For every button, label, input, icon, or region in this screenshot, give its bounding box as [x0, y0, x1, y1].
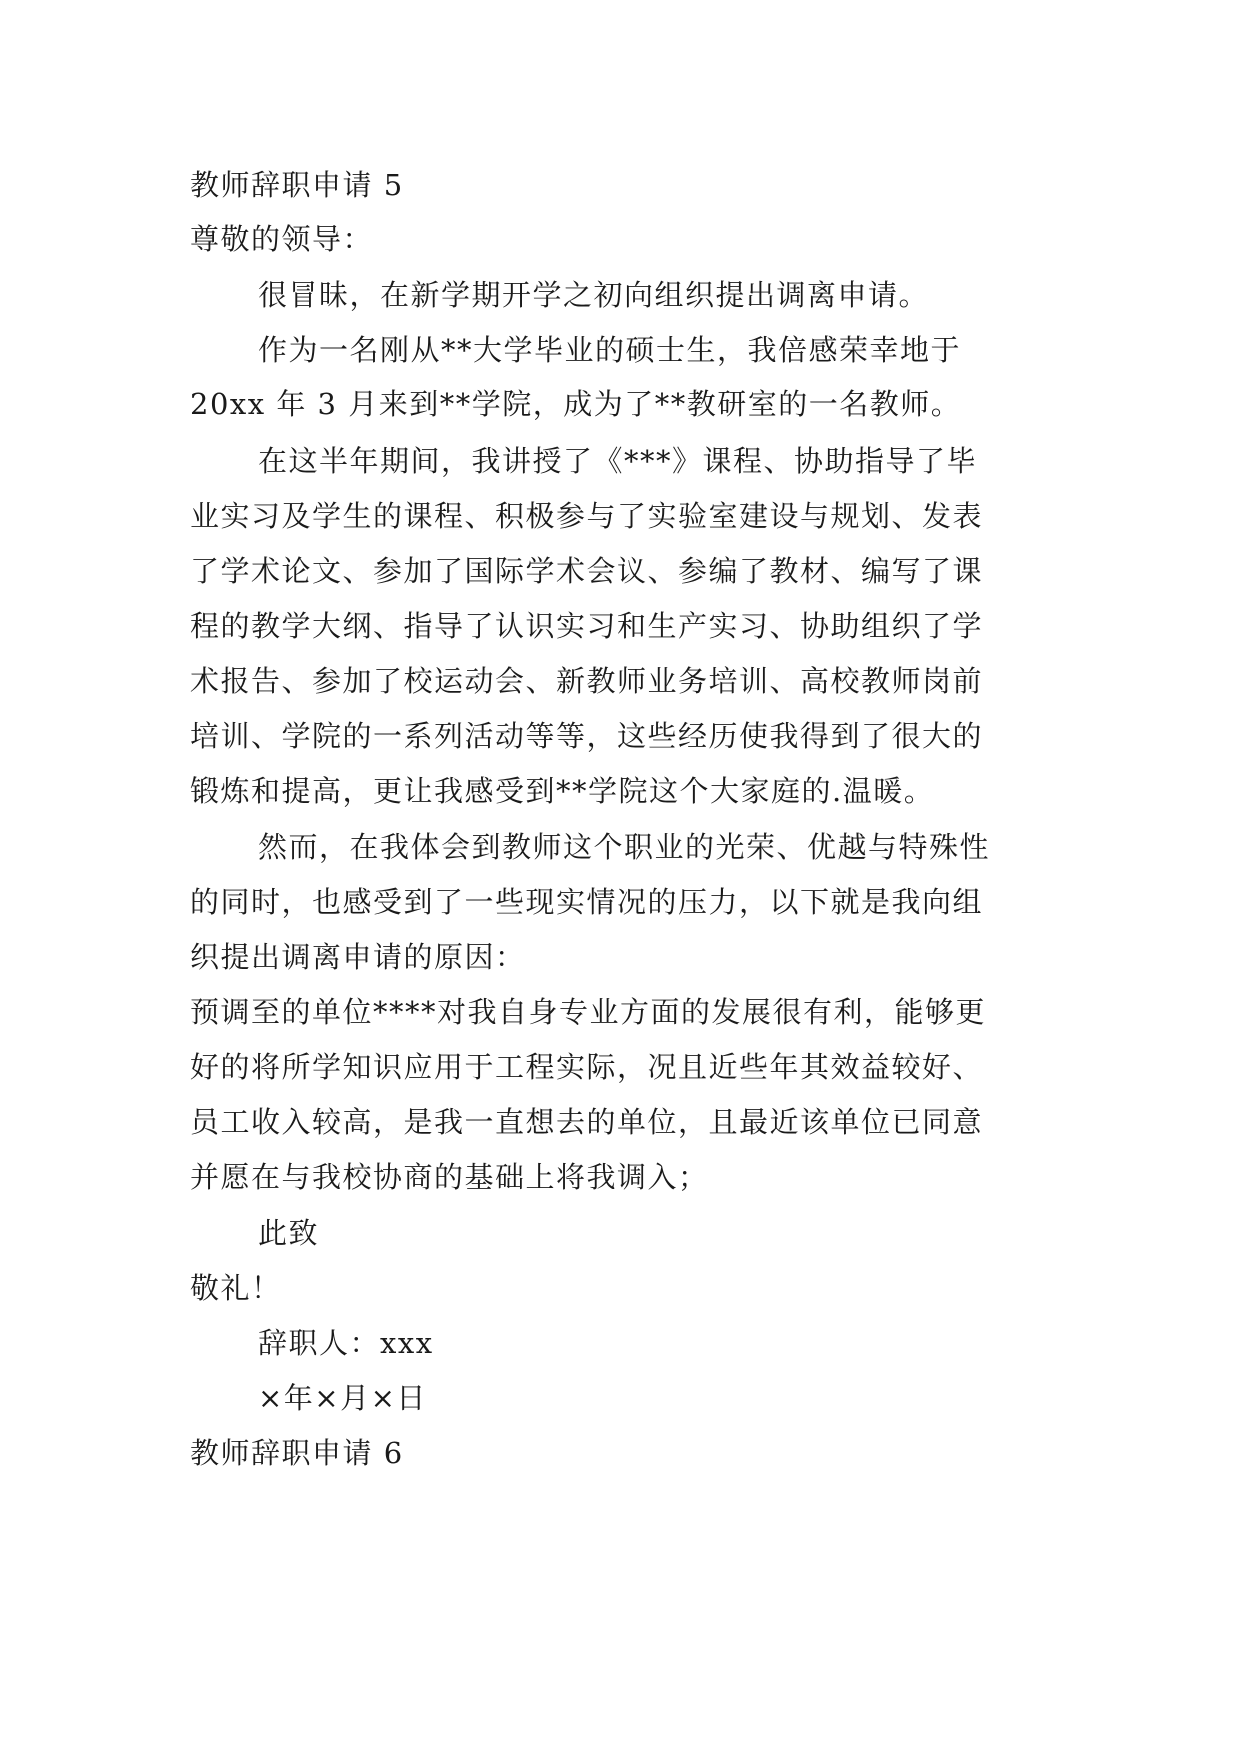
closing-line: 此致 — [258, 1216, 320, 1250]
paragraph-line: 了学术论文、参加了国际学术会议、参编了教材、编写了课 — [190, 554, 984, 588]
paragraph-line: 很冒昧，在新学期开学之初向组织提出调离申请。 — [258, 278, 930, 312]
paragraph-line: 并愿在与我校协商的基础上将我调入； — [190, 1160, 709, 1194]
closing-line: 敬礼！ — [190, 1271, 282, 1305]
date: ×年×月×日 — [258, 1381, 427, 1415]
paragraph-line: 预调至的单位****对我自身专业方面的发展很有利，能够更 — [190, 995, 987, 1029]
paragraph-line: 20xx 年 3 月来到**学院，成为了**教研室的一名教师。 — [190, 387, 962, 421]
paragraph-line: 然而，在我体会到教师这个职业的光荣、优越与特殊性 — [258, 830, 991, 864]
paragraph-line: 锻炼和提高，更让我感受到**学院这个大家庭的.温暖。 — [190, 774, 935, 808]
document-heading: 教师辞职申请 6 — [190, 1436, 404, 1470]
paragraph-line: 织提出调离申请的原因： — [190, 940, 526, 974]
paragraph-line: 作为一名刚从**大学毕业的硕士生，我倍感荣幸地于 — [258, 333, 962, 367]
paragraph-line: 好的将所学知识应用于工程实际，况且近些年其效益较好、 — [190, 1050, 984, 1084]
paragraph-line: 员工收入较高，是我一直想去的单位，且最近该单位已同意 — [190, 1105, 984, 1139]
paragraph-line: 程的教学大纲、指导了认识实习和生产实习、协助组织了学 — [190, 609, 984, 643]
paragraph-line: 培训、学院的一系列活动等等，这些经历使我得到了很大的 — [190, 719, 984, 753]
paragraph-line: 在这半年期间，我讲授了《***》课程、协助指导了毕 — [258, 444, 978, 478]
document-heading: 教师辞职申请 5 — [190, 168, 404, 202]
salutation: 尊敬的领导： — [190, 222, 374, 256]
paragraph-line: 术报告、参加了校运动会、新教师业务培训、高校教师岗前 — [190, 664, 984, 698]
signature: 辞职人：xxx — [258, 1326, 434, 1360]
paragraph-line: 业实习及学生的课程、积极参与了实验室建设与规划、发表 — [190, 499, 984, 533]
paragraph-line: 的同时，也感受到了一些现实情况的压力，以下就是我向组 — [190, 885, 984, 919]
